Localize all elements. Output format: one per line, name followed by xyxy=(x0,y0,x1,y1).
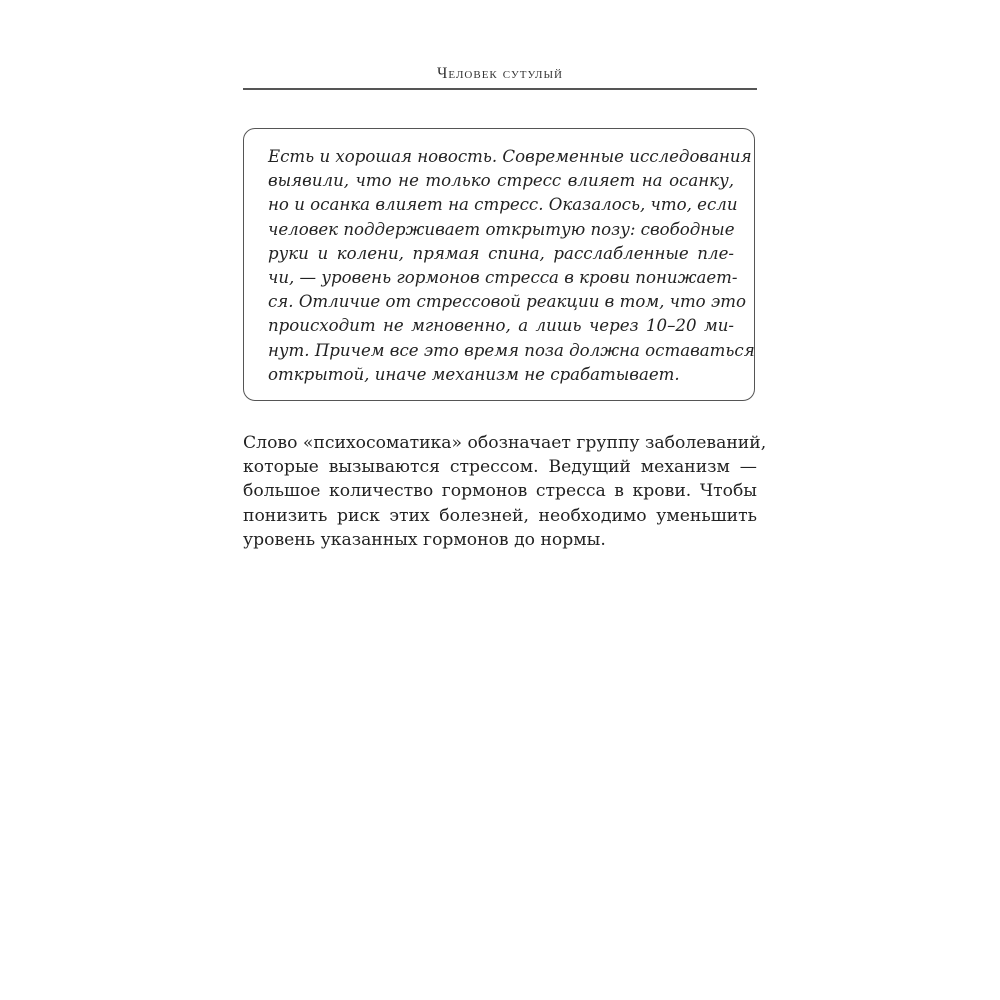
body-line: которые вызываются стрессом. Ведущий механизм — xyxy=(243,457,757,478)
callout-line: выявили, что не только стресс влияет на осанку, xyxy=(268,171,734,191)
body-line: большое количество гормонов стресса в крови. Чтобы xyxy=(243,481,757,502)
callout-line: но и осанка влияет на стресс. Оказалось, что, если xyxy=(268,195,738,215)
body-paragraph xyxy=(243,431,767,552)
callout-line: нут. Причем все это время поза должна оставаться xyxy=(268,340,755,360)
callout-line: руки и колени, прямая спина, расслабленные пле- xyxy=(268,243,734,263)
callout-line: Есть и хорошая новость. Современные исследования xyxy=(268,147,752,166)
callout-line: чи, — уровень гормонов стресса в крови понижает- xyxy=(268,267,738,287)
callout-line: ся. Отличие от стрессовой реакции в том, что это xyxy=(268,292,746,312)
callout-line: открытой, иначе механизм не срабатывает. xyxy=(268,364,680,384)
body-line: понизить риск этих болезней, необходимо уменьшить xyxy=(243,505,757,526)
body-line: уровень указанных гормонов до нормы. xyxy=(243,529,606,550)
running-header-title: Человек сутулый xyxy=(436,65,563,82)
callout-line: человек поддерживает открытую позу: свободные xyxy=(268,219,735,239)
callout-text xyxy=(268,145,755,387)
body-line: Слово «психосоматика» обозначает группу заболеваний, xyxy=(243,433,767,453)
callout-line: происходит не мгновенно, а лишь через 10–20 ми- xyxy=(268,316,734,336)
header-rule xyxy=(243,88,757,90)
